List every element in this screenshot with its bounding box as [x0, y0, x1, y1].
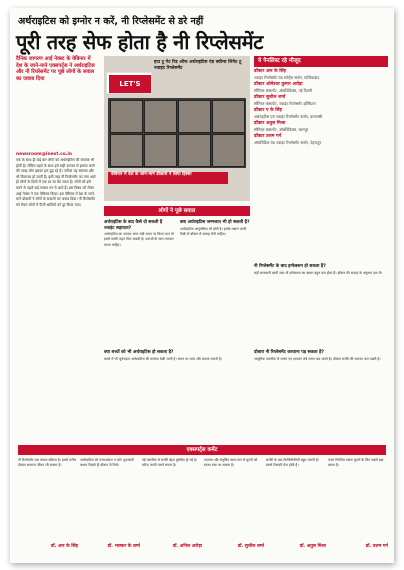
- expert-text: अर्थराइटिस को नजरअंदाज न करें। शुरुआती लक्षण दिखते ही डॉक्टर से मिलें।: [80, 458, 134, 468]
- doctor-name: डॉक्टर उत्तम गर्ग: [254, 134, 282, 139]
- participant-tile: [110, 134, 143, 167]
- expert-name: डॉ. सुशील शर्मा: [237, 544, 264, 549]
- expert-comment: [266, 458, 326, 556]
- body-text: एक के साथ ही कई बार लोगों को अर्थराइटिस की समस्या भी होती है। लेकिन बढ़ते के साथ इसे सही उपचार से इलाज करने की जगह लोग इसका हल ढूंढ रहे हैं। नतीजा यह समस्या और भी विकराल हो जाती है। इसी तरह नी रिप्लेसमेंट का नाम आते ही लोगों के दिलों में एक डर सा बैठ जाता है। लोगों को इसे करने से पहले कई सवाल मन में आते हैं। इस विषय को लेकर आई नेक्स्ट ने एक वेबिनार किया। इस वेबिनार में देश के जाने-माने डॉक्टरों ने लोगों के सवालों का जवाब दिया। नी रिप्लेसमेंट को लेकर लोगों में फैली भ्रांतियों को दूर किया गया।: [16, 158, 96, 207]
- participant-tile: [212, 100, 245, 133]
- expert-name: डॉ. अनिल अरोड़ा: [172, 544, 202, 549]
- expert-comment: [80, 458, 140, 556]
- qa-section-heading: लोगों ने पूछे सवाल: [104, 206, 250, 216]
- expert-comment: [18, 458, 78, 556]
- doctor-name: डॉक्टर ए के सिंह: [254, 108, 282, 113]
- participant-tile: [212, 134, 245, 167]
- photo-caption: वेबिनार में देश के जाने-माने डॉक्टर्स ने लिया हिस्सा: [108, 172, 228, 184]
- webinar-topic: हाउ टू गेट रिड ऑफ अर्थराइटिस एंड क्वीन्स लिगेट टू ज्वाइंट रिप्लेसमेंट: [154, 60, 242, 71]
- doctor-desc: अर्थराइटिस एवं ज्वाइंट रिप्लेसमेंट सर्जन, वाराणसी: [254, 114, 323, 119]
- expert-text: व्यायाम और संतुलित खान-पान से घुटनों को स्वस्थ रखा जा सकता है।: [204, 458, 258, 468]
- kicker: अर्थराइटिस को इग्नोर न करें, नी रिप्लेसमेंट से डरे नहीं: [18, 16, 204, 27]
- qa-item: [104, 220, 174, 248]
- doctor-desc: ऑर्थोपेडिक एंड ज्वाइंट रिप्लेसमेंट सर्जन, देहरादून: [254, 140, 322, 145]
- email: newsroom@inext.co.in: [16, 152, 73, 157]
- experts-heading: एक्सपर्ट्स कमेंट: [18, 445, 386, 455]
- qa-item: [254, 350, 388, 362]
- doctor-desc: सीनियर कंसल्टेंट, ऑर्थोपेडिक्स, कानपुर: [254, 127, 309, 132]
- expert-text: वजन नियंत्रित रखना घुटनों के लिए सबसे बड़ा बचाव है।: [328, 458, 384, 468]
- qa-item: [104, 350, 250, 362]
- doctor-name: डॉक्टर ओमेश्वर कुमार अरोड़ा: [254, 82, 303, 87]
- intro: दैनिक जागरण आई नेक्स्ट के वेबिनार में देश के जाने-माने एक्सपर्ट्स ने अर्थराइटिस और नी रिप्लेसमेंट पर पूछे लोगों के सवाल का जवाब दिया: [16, 56, 95, 82]
- expert-name: डॉ. भास्कर के शर्मा: [107, 544, 140, 549]
- question: अर्थराइटिस के बाद कैसे दो सकती है ज्वाइंट सहायता?: [104, 220, 163, 231]
- answer: आधुनिक तकनीक से लगाए गए इम्प्लांट लंबे समय तक चलते हैं। दोबारा सर्जरी की जरूरत कम पड़ती है।: [254, 356, 381, 361]
- question: क्या अर्थराइटिस जन्मजात भी हो सकती है?: [180, 220, 250, 225]
- participant-tile: [144, 134, 177, 167]
- answer: बच्चों में भी जुवेनाइल अर्थराइटिस की समस्या देखी जाती है। समय पर जांच और इलाज जरूरी है।: [104, 356, 223, 361]
- expert-comment: [328, 458, 388, 556]
- expert-text: सर्जरी के बाद फिजियोथेरेपी बहुत जरूरी है। इससे रिकवरी तेज होती है।: [266, 458, 320, 468]
- doctor-name: डॉक्टर आर के सिंह: [254, 69, 286, 74]
- video-grid: [108, 98, 246, 168]
- question: नी रिप्लेसमेंट के बाद इन्फेक्शन हो सकता है?: [254, 264, 326, 269]
- panelists-heading: ये पैनलिस्ट रहे मौजूद: [254, 56, 388, 67]
- expert-text: नई तकनीक से सर्जरी बेहद सुरक्षित हो गई है। मरीज जल्दी चलने लगता है।: [142, 458, 198, 468]
- doctor-desc: सीनियर कंसल्टेंट, ज्वाइंट रिप्लेसमेंट हॉस्पिटल: [254, 101, 316, 106]
- participant-tile: [178, 100, 211, 133]
- panelists-box: [254, 56, 388, 145]
- expert-name: डॉ. उत्तम गर्ग: [365, 544, 388, 549]
- doctor-name: डॉक्टर अतुल मिश्रा: [254, 121, 286, 126]
- expert-comment: [142, 458, 202, 556]
- answer: अर्थराइटिस का उपचार अगर सही समय पर किया जाए तो इसमें काफी राहत मिल सकती है। दवाओं के साथ व्यायाम करना चाहिए।: [104, 232, 174, 247]
- logo-text: LET'S: [109, 75, 151, 93]
- expert-name: डॉ. आर के सिंह: [50, 544, 78, 549]
- doctor-name: डॉक्टर सुशील शर्मा: [254, 95, 286, 100]
- expert-name: डॉ. अतुल मिश्रा: [299, 544, 326, 549]
- participant-tile: [110, 100, 143, 133]
- answer: अर्थराइटिस आनुवंशिक भी होती है। इसके लक्षण जल्दी दिखें तो डॉक्टर से सलाह लेनी चाहिए।: [180, 226, 247, 236]
- doctor-desc: ज्वाइंट रिप्लेसमेंट एंड स्पोर्ट्स सर्जन, गाजियाबाद: [254, 75, 320, 80]
- lets-talk-logo: [106, 72, 152, 94]
- expert-text: नी रिप्लेसमेंट एक सफल प्रक्रिया है। इससे मरीज दोबारा सामान्य जीवन जी सकता है।: [18, 458, 77, 468]
- participant-tile: [178, 134, 211, 167]
- expert-comment: [204, 458, 264, 556]
- qa-item: [254, 264, 388, 276]
- headline: पूरी तरह सेफ होता है नी रिप्लेसमेंट: [16, 30, 264, 54]
- answer: सही सावधानी बरती जाए तो इन्फेक्शन का खतरा बहुत कम होता है। डॉक्टर की सलाह के अनुसार दवा लें।: [254, 270, 383, 275]
- doctor-desc: सीनियर कंसल्टेंट, ऑर्थोपेडिक्स, नई दिल्ली: [254, 88, 312, 93]
- question: क्या बच्चों को भी अर्थराइटिस हो सकता है?: [104, 350, 174, 355]
- participant-tile: [144, 100, 177, 133]
- question: दोबारा नी रिप्लेसमेंट करवाना पड़ सकता है?: [254, 350, 324, 355]
- newspaper-page: [10, 8, 394, 563]
- qa-item: [180, 220, 250, 237]
